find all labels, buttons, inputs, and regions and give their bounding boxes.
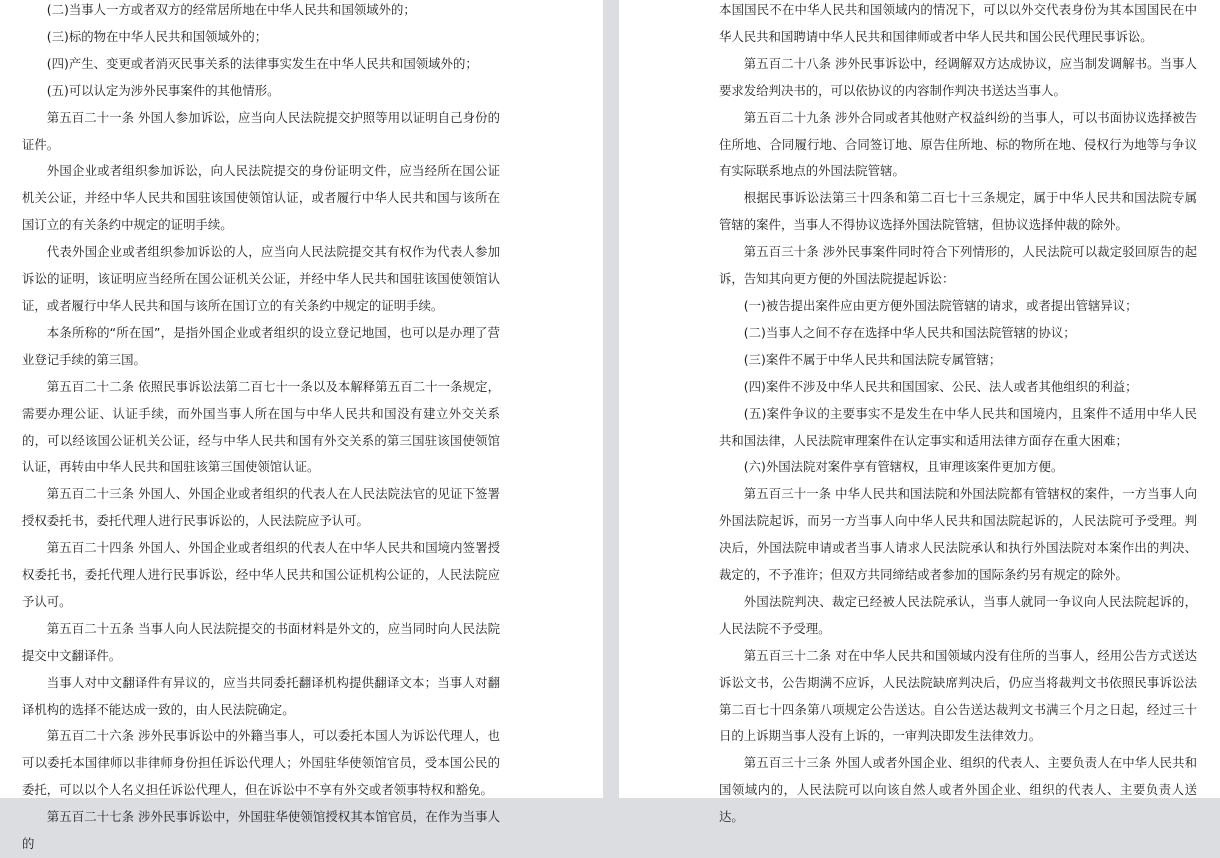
paragraph: 第五百二十三条 外国人、外国企业或者组织的代表人在人民法院法官的见证下签署授权委托书，委托代理人进行民事诉讼的，人民法院应予认可。 <box>22 486 500 529</box>
paragraph: 第五百三十条 涉外民事案件同时符合下列情形的，人民法院可以裁定驳回原告的起诉，告知其向更方便的外国法院提起诉讼： <box>719 244 1197 287</box>
paragraph: (一)被告提出案件应由更方便外国法院管辖的请求，或者提出管辖异议； <box>743 297 1138 313</box>
paragraph: (五)可以认定为涉外民事案件的其他情形。 <box>46 82 280 98</box>
paragraph: 外国企业或者组织参加诉讼，向人民法院提交的身份证明文件，应当经所在国公证机关公证，并经中华人民共和国驻该国使领馆认证，或者履行中华人民共和国与该所在国订立的有关条约中规定的证明手续。 <box>22 163 500 233</box>
paragraph: (二)当事人一方或者双方的经常居所地在中华人民共和国领域外的； <box>46 2 416 17</box>
paragraph: 第五百三十三条 外国人或者外国企业、组织的代表人、主要负责人在中华人民共和国领域内的，人民法院可以向该自然人或者外国企业、组织的代表人、主要负责人送达。 <box>719 755 1197 825</box>
paragraph: 根据民事诉讼法第三十四条和第二百七十三条规定，属于中华人民共和国法院专属管辖的案件，当事人不得协议选择外国法院管辖，但协议选择仲裁的除外。 <box>719 190 1197 233</box>
paragraph: (四)产生、变更或者消灭民事关系的法律事实发生在中华人民共和国领域外的； <box>46 55 478 71</box>
page-text-left <box>22 0 500 858</box>
paragraph: (六)外国法院对案件享有管辖权，且审理该案件更加方便。 <box>743 459 1064 475</box>
paragraph: 第五百二十二条 依照民事诉讼法第二百七十一条以及本解释第五百二十一条规定，需要办理公证、认证手续，而外国当事人所在国与中华人民共和国没有建立外交关系的，可以经该国公证机关公证，经与中华人民共和国有外交关系的第三国驻该国使领馆认证，再转由中华人民共和国驻该第三国使领馆认证。 <box>22 378 500 475</box>
paragraph: (三)案件不属于中华人民共和国法院专属管辖； <box>743 351 1002 367</box>
paragraph: 第五百三十一条 中华人民共和国法院和外国法院都有管辖权的案件，一方当事人向外国法院起诉，而另一方当事人向中华人民共和国法院起诉的，人民法院可予受理。判决后，外国法院申请或者当事人请求人民法院承认和执行外国法院对本案作出的判决、裁定的，不予准许；但双方共同缔结或者参加的国际条约另有规定的除外。 <box>719 486 1197 583</box>
paragraph: 第五百二十一条 外国人参加诉讼，应当向人民法院提交护照等用以证明自己身份的证件。 <box>22 109 500 152</box>
paragraph: 第五百二十七条 涉外民事诉讼中，外国驻华使领馆授权其本馆官员，在作为当事人的 <box>22 809 500 852</box>
paragraph: 本条所称的“所在国”，是指外国企业或者组织的设立登记地国，也可以是办理了营业登记手续的第三国。 <box>22 324 500 367</box>
page-gutter <box>603 0 619 798</box>
paragraph: 第五百二十八条 涉外民事诉讼中，经调解双方达成协议，应当制发调解书。当事人要求发给判决书的，可以依协议的内容制作判决书送达当事人。 <box>719 55 1197 98</box>
paragraph: 第五百二十四条 外国人、外国企业或者组织的代表人在中华人民共和国境内签署授权委托书，委托代理人进行民事诉讼，经中华人民共和国公证机构公证的，人民法院应予认可。 <box>22 540 500 609</box>
paragraph: 本国国民不在中华人民共和国领域内的情况下，可以以外交代表身份为其本国国民在中华人民共和国聘请中华人民共和国律师或者中华人民共和国公民代理民事诉讼。 <box>719 2 1197 44</box>
paragraph: 第五百二十六条 涉外民事诉讼中的外籍当事人，可以委托本国人为诉讼代理人，也可以委托本国律师以非律师身份担任诉讼代理人；外国驻华使领馆官员，受本国公民的委托，可以以个人名义担任诉讼代理人，但在诉讼中不享有外交或者领事特权和豁免。 <box>22 728 500 798</box>
document-page-left <box>0 0 603 852</box>
paragraph: 当事人对中文翻译件有异议的，应当共同委托翻译机构提供翻译文本；当事人对翻译机构的选择不能达成一致的，由人民法院确定。 <box>22 674 500 717</box>
paragraph: (五)案件争议的主要事实不是发生在中华人民共和国境内，且案件不适用中华人民共和国法律，人民法院审理案件在认定事实和适用法律方面存在重大困难； <box>719 405 1197 448</box>
paragraph: (二)当事人之间不存在选择中华人民共和国法院管辖的协议； <box>743 324 1076 340</box>
paragraph: 代表外国企业或者组织参加诉讼的人，应当向人民法院提交其有权作为代表人参加诉讼的证明，该证明应当经所在国公证机关公证，并经中华人民共和国驻该国使领馆认证，或者履行中华人民共和国与该所在国订立的有关条约中规定的证明手续。 <box>22 244 500 313</box>
paragraph: 外国法院判决、裁定已经被人民法院承认，当事人就同一争议向人民法院起诉的，人民法院不予受理。 <box>719 593 1197 636</box>
page-text-right <box>719 0 1197 831</box>
document-page-right <box>619 0 1220 825</box>
paragraph: 第五百三十二条 对在中华人民共和国领域内没有住所的当事人，经用公告方式送达诉讼文书，公告期满不应诉，人民法院缺席判决后，仍应当将裁判文书依照民事诉讼法第二百七十四条第八项规定公告送达。自公告送达裁判文书满三个月之日起，经过三十日的上诉期当事人没有上诉的，一审判决即发生法律效力。 <box>719 647 1197 744</box>
paragraph: (四)案件不涉及中华人民共和国国家、公民、法人或者其他组织的利益； <box>743 378 1138 394</box>
paragraph: 第五百二十五条 当事人向人民法院提交的书面材料是外文的，应当同时向人民法院提交中文翻译件。 <box>22 620 500 663</box>
paragraph: 第五百二十九条 涉外合同或者其他财产权益纠纷的当事人，可以书面协议选择被告住所地、合同履行地、合同签订地、原告住所地、标的物所在地、侵权行为地等与争议有实际联系地点的外国法院管辖。 <box>719 109 1197 179</box>
paragraph: (三)标的物在中华人民共和国领域外的； <box>46 28 268 44</box>
